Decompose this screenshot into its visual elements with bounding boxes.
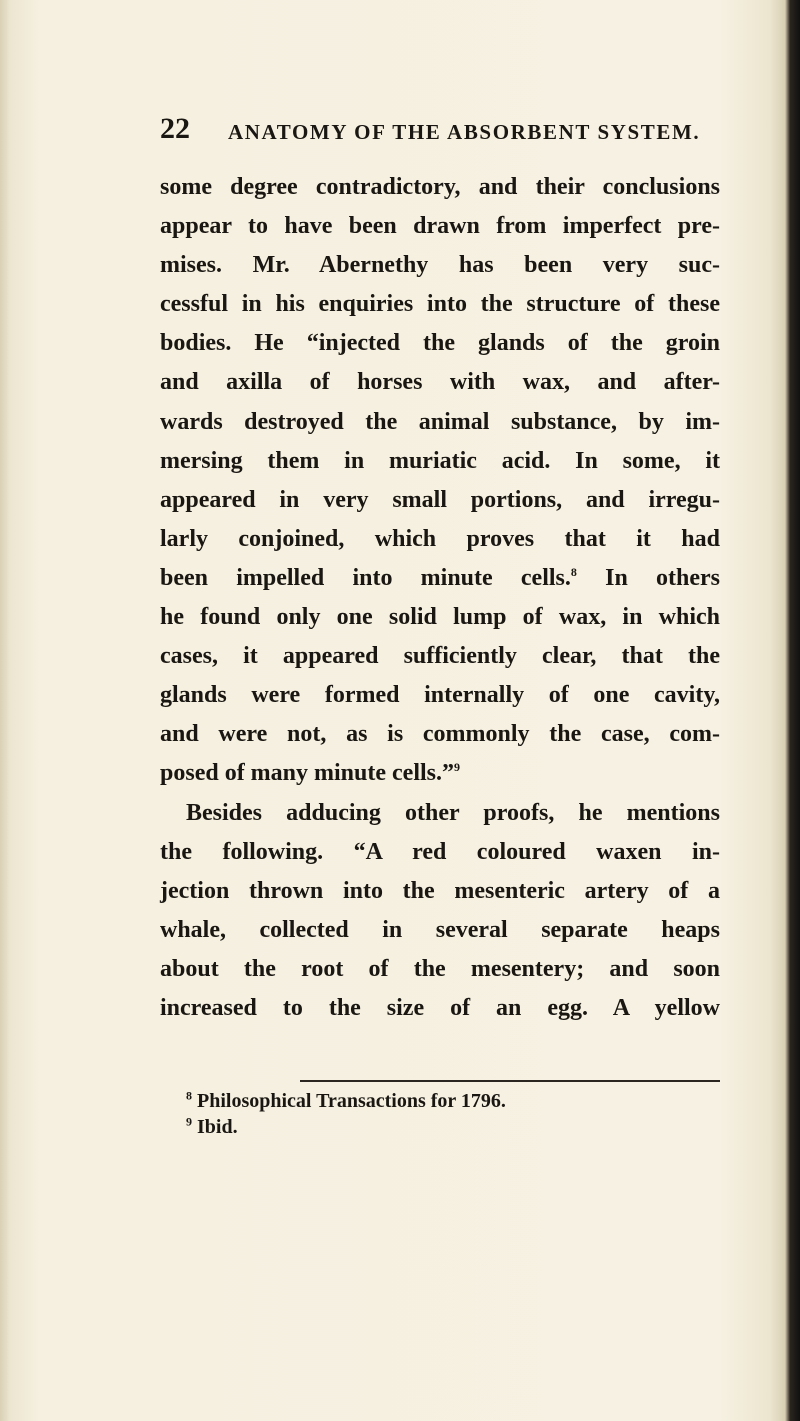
footnote-mark: 8 [186, 1088, 192, 1103]
footnote-mark: 9 [186, 1114, 192, 1129]
text-line: mersing them in muriatic acid. In some, it [160, 447, 720, 474]
text-line-with-note-8 [160, 559, 720, 598]
footnote-ref-9: 9 [454, 760, 460, 775]
text-line: and were not, as is commonly the case, com- [160, 721, 720, 748]
text-line: he found only one solid lump of wax, in which [160, 604, 720, 631]
text-line: increased to the size of an egg. A yellow [160, 994, 720, 1021]
text-line: cases, it appeared sufficiently clear, that the [160, 643, 720, 670]
footnote-ref-8: 8 [570, 564, 577, 579]
text-segment: In others [605, 564, 721, 591]
text-line: wards destroyed the animal substance, by im- [160, 408, 720, 435]
text-line: whale, collected in several separate heaps [160, 916, 720, 943]
text-line-with-note-9 [160, 754, 720, 793]
text-line: Besides adducing other proofs, he mentions [186, 799, 720, 826]
text-line: jection thrown into the mesenteric artery of a [160, 877, 720, 904]
text-line: bodies. He “injected the glands of the groin [160, 330, 720, 357]
page-gutter-shadow [0, 0, 10, 1421]
page-number: 22 [160, 112, 190, 145]
text-line: the following. “A red coloured waxen in- [160, 838, 720, 865]
text-line: about the root of the mesentery; and soon [160, 955, 720, 982]
text-line: glands were formed internally of one cavity, [160, 682, 720, 709]
text-line: some degree contradictory, and their conclusions [160, 174, 720, 200]
text-line: cessful in his enquiries into the structure of these [160, 291, 720, 318]
text-segment: posed of many minute cells.” [160, 760, 454, 787]
text-line: and axilla of horses with wax, and after- [160, 369, 720, 396]
text-line: larly conjoined, which proves that it had [160, 525, 720, 552]
footnotes [186, 1088, 666, 1140]
text-line: mises. Mr. Abernethy has been very suc- [160, 252, 720, 279]
running-head [160, 112, 720, 148]
text-segment: been impelled into minute cells. [160, 564, 571, 591]
footnote-8 [186, 1088, 666, 1114]
text-line: appeared in very small portions, and irregu- [160, 486, 720, 513]
footnote-rule [300, 1080, 720, 1082]
text-line: appear to have been drawn from imperfect pre- [160, 213, 720, 240]
footnote-9 [186, 1114, 666, 1140]
footnote-text: Ibid. [197, 1116, 238, 1138]
running-head-title: ANATOMY OF THE ABSORBENT SYSTEM. [228, 120, 701, 144]
body-text [160, 168, 720, 1028]
footnote-text: Philosophical Transactions for 1796. [197, 1090, 506, 1112]
